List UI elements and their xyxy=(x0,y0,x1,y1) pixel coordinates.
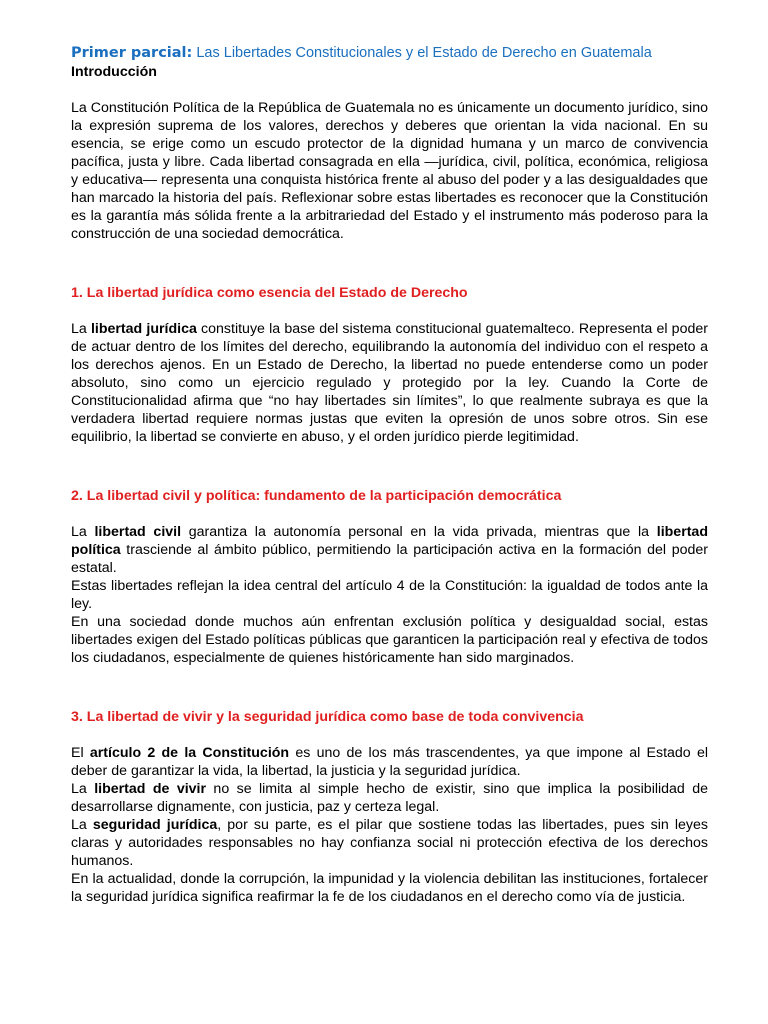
section-3-paragraph-2: La libertad de vivir no se limita al simple hecho de existir, sino que implica la posibilidad de desarrollarse dignamente, con justicia, paz y certeza legal. xyxy=(71,781,709,815)
bold-term: seguridad jurídica xyxy=(92,817,218,833)
intro-heading: Introducción xyxy=(71,64,157,80)
section-2-paragraph-1: La libertad civil garantiza la autonomía personal en la vida privada, mientras que la libertad política trasciende al ámbito público, permitiendo la participación activa en la formación del poder estatal. xyxy=(71,524,708,576)
section-1-paragraph: La libertad jurídica constituye la base del sistema constitucional guatemalteco. Representa el poder de actuar dentro de los límites del derecho, equilibrando la autonomía del individuo con el respeto a los derechos ajenos. En un Estado de Derecho, la libertad no puede entenderse como un poder absoluto, sino como un ejercicio regulado y protegido por la ley. Cuando la Corte de Constitucionalidad afirma que “no hay libertades sin límites”, lo que realmente subraya es que la verdadera libertad requiere normas justas que eviten la opresión de unos sobre otros. Sin ese equilibrio, la libertad se convierte en abuso, y el orden jurídico pierde legitimidad. xyxy=(71,321,708,445)
bold-term: libertad de vivir xyxy=(94,781,207,797)
bold-term: artículo 2 de la Constitución xyxy=(89,745,290,761)
section-3-paragraph-1: El artículo 2 de la Constitución es uno de los más trascendentes, ya que impone al Estado el deber de garantizar la vida, la libertad, la justicia y la seguridad jurídica. xyxy=(71,745,708,779)
section-2-paragraph-2: Estas libertades reflejan la idea central del artículo 4 de la Constitución: la igualdad de todos ante la ley. xyxy=(71,578,708,612)
section-2-paragraph-3: En una sociedad donde muchos aún enfrentan exclusión política y desigualdad social, estas libertades exigen del Estado políticas públicas que garanticen la participación real y efectiva de todos los ciudadanos, especialmente de quienes históricamente han sido marginados. xyxy=(71,614,708,666)
section-3-paragraph-4: En la actualidad, donde la corrupción, la impunidad y la violencia debilitan las instituciones, fortalecer la seguridad jurídica significa reafirmar la fe de los ciudadanos en el derecho como vía de justicia. xyxy=(71,871,708,905)
bold-term: libertad civil xyxy=(94,524,182,540)
section-1-heading: 1. La libertad jurídica como esencia del Estado de Derecho xyxy=(71,285,468,301)
section-2-heading: 2. La libertad civil y política: fundamento de la participación democrática xyxy=(71,488,562,504)
title-text: Las Libertades Constitucionales y el Estado de Derecho en Guatemala xyxy=(192,45,652,61)
title-prefix: Primer parcial: xyxy=(71,45,193,61)
section-3-paragraph-3: La seguridad jurídica, por su parte, es el pilar que sostiene todas las libertades, pues sin leyes claras y autoridades responsables no hay confianza social ni protección efectiva de los derechos humanos. xyxy=(71,817,708,869)
section-3-heading: 3. La libertad de vivir y la seguridad jurídica como base de toda convivencia xyxy=(71,709,584,725)
intro-paragraph: La Constitución Política de la República de Guatemala no es únicamente un documento jurídico, sino la expresión suprema de los valores, derechos y deberes que orientan la vida nacional. En su esencia, se erige como un escudo protector de la dignidad humana y un marco de convivencia pacífica, justa y libre. Cada libertad consagrada en ella —jurídica, civil, política, económica, religiosa y educativa— representa una conquista histórica frente al abuso del poder y a las desigualdades que han marcado la historia del país. Reflexionar sobre estas libertades es reconocer que la Constitución es la garantía más sólida frente a la arbitrariedad del Estado y el instrumento más poderoso para la construcción de una sociedad democrática. xyxy=(71,100,708,242)
bold-term: libertad política xyxy=(71,524,708,558)
bold-term: libertad jurídica xyxy=(90,321,197,337)
document-title xyxy=(71,44,708,63)
